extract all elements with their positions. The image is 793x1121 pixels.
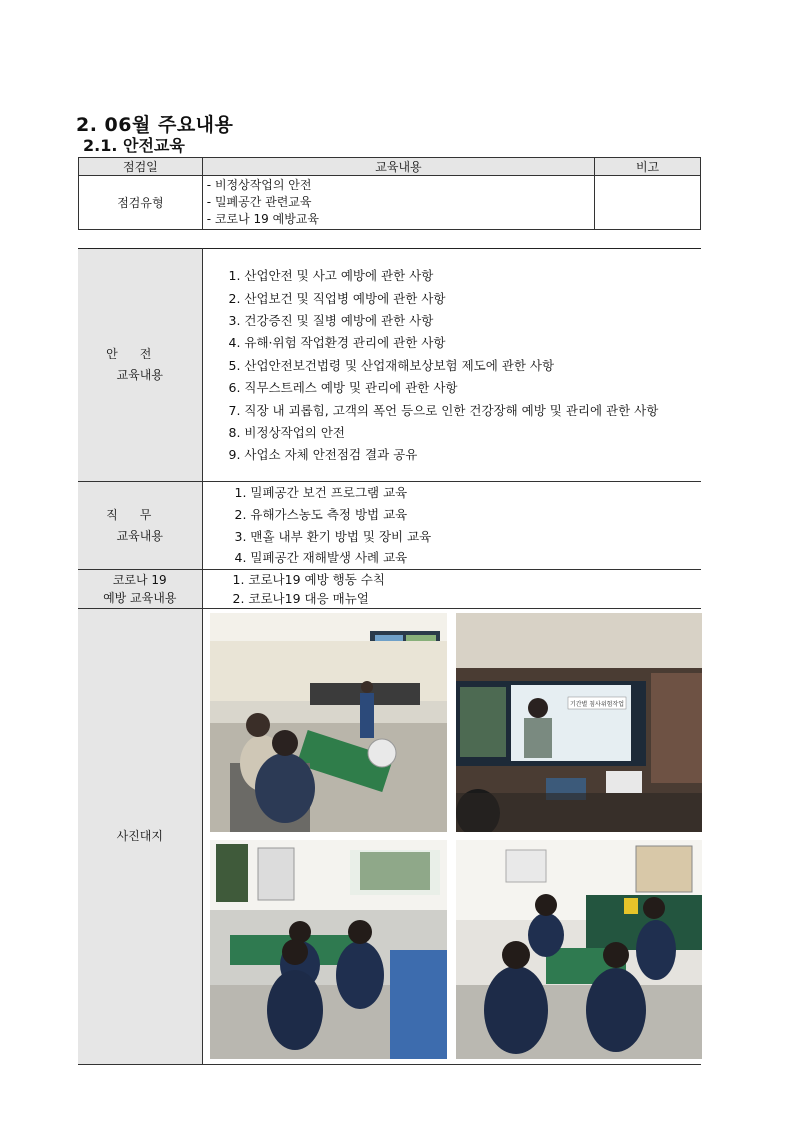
- list-item: 9. 사업소 자체 안전점검 결과 공유: [228, 447, 418, 463]
- job-label-line1: 직무: [106, 507, 174, 522]
- list-item: 4. 밀폐공간 재해발생 사례 교육: [234, 550, 408, 566]
- photo-board: [202, 609, 701, 1065]
- job-education-label: [78, 482, 202, 570]
- list-item: 2. 유해가스농도 측정 방법 교육: [234, 506, 408, 522]
- education-detail-table: [78, 248, 701, 1065]
- covid-label-line2: 예방 교육내용: [103, 591, 177, 606]
- remarks-cell: [595, 176, 701, 230]
- covid-label-line1: 코로나 19: [112, 573, 167, 588]
- list-item: 1. 산업안전 및 사고 예방에 관한 사항: [228, 268, 434, 284]
- list-item: 3. 맨홀 내부 환기 방법 및 장비 교육: [234, 528, 432, 544]
- header-inspection-date: 점검일: [79, 158, 203, 176]
- safety-label-line2: 교육내용: [116, 368, 163, 382]
- safety-education-content: [202, 249, 701, 482]
- section-heading: 2. 06월 주요내용: [76, 114, 234, 136]
- video-education-photo: [456, 613, 702, 832]
- list-item: 1. 밀폐공간 보건 프로그램 교육: [234, 485, 408, 500]
- photo-board-label: 사진대지: [78, 609, 202, 1065]
- job-education-content: [202, 482, 701, 570]
- list-item: 2. 코로나19 대응 매뉴얼: [232, 591, 369, 607]
- covid-education-label: [78, 570, 202, 609]
- team-discussion-photo-2: [456, 840, 702, 1059]
- list-item: 5. 산업안전보건법령 및 산업재해보상보험 제도에 관한 사항: [228, 357, 555, 373]
- list-item: - 코로나 19 예방교육: [206, 212, 319, 226]
- list-item: - 비정상작업의 안전: [206, 178, 312, 192]
- list-item: 8. 비정상작업의 안전: [228, 425, 345, 441]
- team-discussion-photo-1: [210, 840, 447, 1059]
- inspection-type-items: [202, 176, 594, 230]
- list-item: 2. 산업보건 및 직업병 예방에 관한 사항: [228, 290, 446, 306]
- list-item: 3. 건강증진 및 질병 예방에 관한 사항: [228, 312, 434, 328]
- subsection-heading: 2.1. 안전교육: [83, 136, 185, 155]
- inspection-table: [78, 157, 701, 230]
- list-item: 4. 유해·위험 작업환경 관리에 관한 사항: [228, 335, 446, 351]
- covid-education-content: [202, 570, 701, 609]
- control-room-photo: [210, 613, 447, 832]
- header-education-content: 교육내용: [202, 158, 594, 176]
- header-remarks: 비고: [595, 158, 701, 176]
- screen-caption: 기간별 침사위험작업: [569, 701, 624, 709]
- list-item: 1. 코로나19 예방 행동 수칙: [232, 572, 385, 588]
- list-item: 6. 직무스트레스 예방 및 관리에 관한 사항: [228, 380, 458, 396]
- list-item: 7. 직장 내 괴롭힘, 고객의 폭언 등으로 인한 건강장해 예방 및 관리에 관한 사항: [228, 402, 659, 418]
- job-label-line2: 교육내용: [116, 528, 163, 543]
- safety-education-label: [78, 249, 202, 482]
- safety-label-line1: 안전: [106, 347, 174, 361]
- list-item: - 밀폐공간 관련교육: [206, 195, 312, 209]
- inspection-type-label: 점검유형: [79, 176, 203, 230]
